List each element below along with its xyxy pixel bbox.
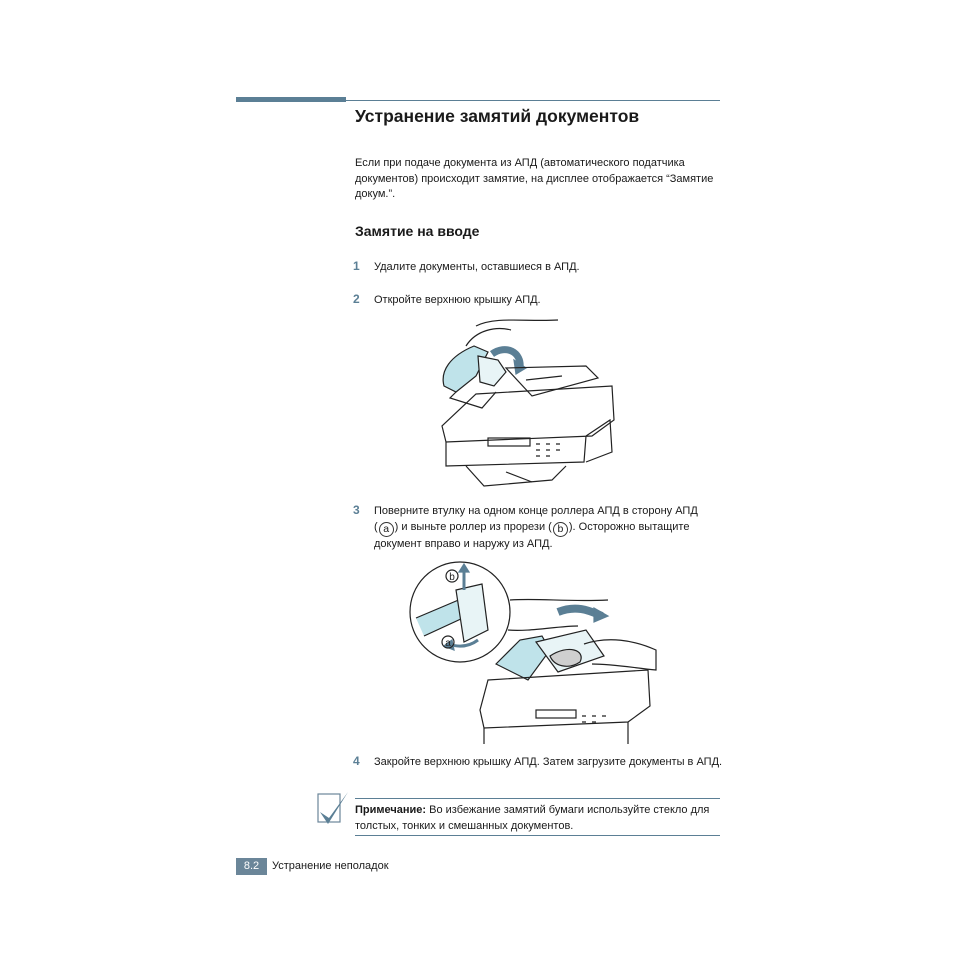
figure-callout-a: a <box>445 638 451 649</box>
callout-b-icon: b <box>553 522 568 537</box>
step-1-number: 1 <box>353 259 360 273</box>
page-title: Устранение замятий документов <box>355 106 640 126</box>
step-2-number: 2 <box>353 292 360 306</box>
step-4-text: Закройте верхнюю крышку АПД. Затем загрузите документы в АПД. <box>374 756 723 768</box>
note-block <box>355 803 720 834</box>
note-label: Примечание: <box>355 804 427 816</box>
step-3-text-part-2: ) и выньте роллер из прорези <box>394 520 546 533</box>
page-number-badge: 8.2 <box>236 858 267 875</box>
step-3-text-part-3: ). Осторожно вытащите документ вправо и наружу из АПД. <box>374 520 690 550</box>
note-checkmark-icon <box>316 790 350 834</box>
note-rule-top <box>355 798 720 799</box>
header-rule-thin <box>346 100 720 101</box>
figure-open-adf-cover <box>436 316 622 490</box>
section-subtitle: Замятие на вводе <box>355 223 480 239</box>
header-rule-thick <box>236 97 346 102</box>
step-1-text: Удалите документы, оставшиеся в АПД. <box>374 261 580 273</box>
figure-remove-adf-roller <box>408 560 660 746</box>
step-3-number: 3 <box>353 503 360 517</box>
note-rule-bottom <box>355 835 720 836</box>
step-4-number: 4 <box>353 754 360 768</box>
step-3-text: Поверните втулку на одном конце роллера АПД в сторону АПД ( a ) и выньте роллер из прорези ( b ). Осторожно вытащите документ вправо и наружу из АПД. <box>374 505 698 550</box>
callout-a-icon: a <box>379 522 394 537</box>
step-2-text: Откройте верхнюю крышку АПД. <box>374 294 541 306</box>
step-3-text-part-1: Поверните втулку на одном конце роллера АПД в сторону АПД <box>374 505 698 517</box>
note-text: Во избежание замятий бумаги используйте стекло для толстых, тонких и смешанных документов. <box>355 804 710 832</box>
footer-section-label: Устранение неполадок <box>272 860 389 872</box>
intro-paragraph: Если при подаче документа из АПД (автоматического податчика документов) происходит замятие, на дисплее отображается “Замятие докум.”. <box>355 157 714 200</box>
figure-callout-b: b <box>449 572 455 583</box>
